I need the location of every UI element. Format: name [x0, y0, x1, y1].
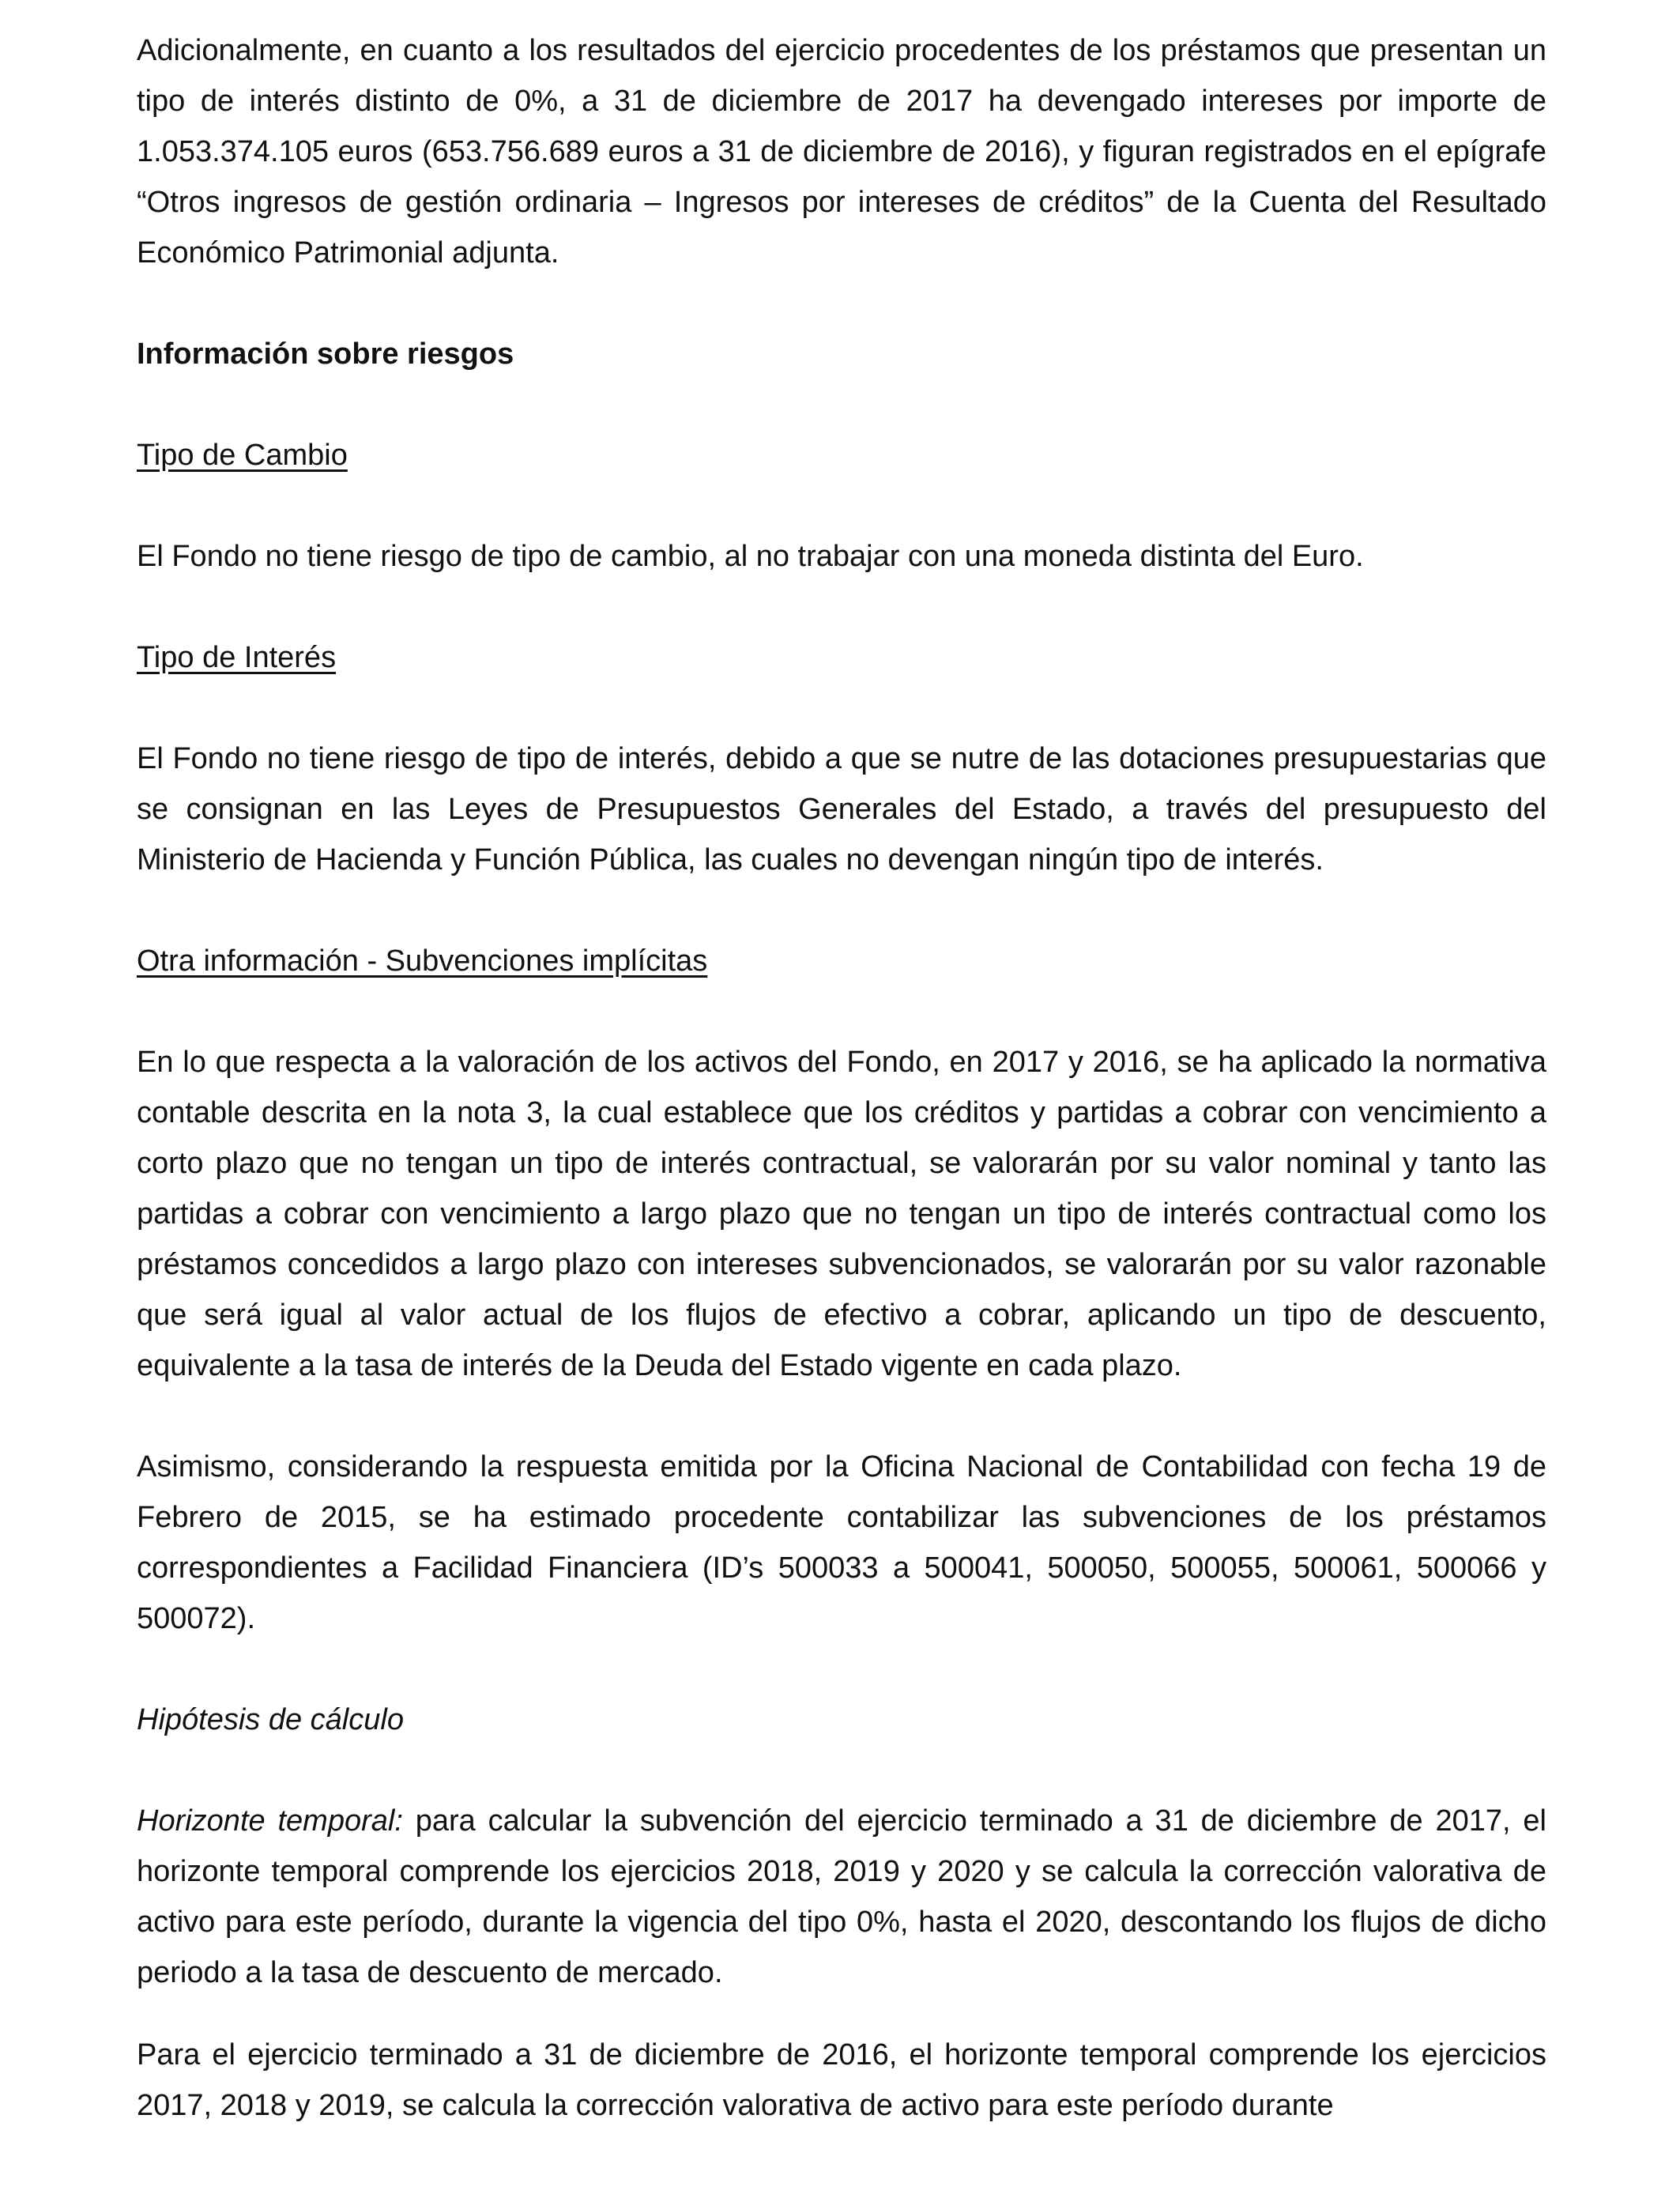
paragraph-ejercicio-2016: Para el ejercicio terminado a 31 de diciembre de 2016, el horizonte temporal comprende los ejercicios 2017, 2018 y 2019, se calcula la corrección valorativa de activo para este período durante	[137, 2038, 1546, 2122]
paragraph-tipo-cambio: El Fondo no tiene riesgo de tipo de cambio, al no trabajar con una moneda distinta del Euro.	[137, 540, 1364, 573]
subheading-otra-informacion-text: Otra información - Subvenciones implícitas	[137, 944, 708, 978]
subheading-tipo-cambio	[137, 430, 1546, 481]
subheading-tipo-cambio-text: Tipo de Cambio	[137, 439, 348, 472]
paragraph-horizonte	[137, 1796, 1546, 1998]
subheading-tipo-interes-text: Tipo de Interés	[137, 641, 337, 674]
subheading-tipo-interes	[137, 632, 1546, 683]
paragraph-tipo-interes: El Fondo no tiene riesgo de tipo de interés, debido a que se nutre de las dotaciones presupuestarias que se consignan en las Leyes de Presupuestos Generales del Estado, a través del presupuesto del Ministerio de Hacienda y Función Pública, las cuales no devengan ningún tipo de interés.	[137, 742, 1546, 876]
paragraph-intereses: Adicionalmente, en cuanto a los resultados del ejercicio procedentes de los préstamos que presentan un tipo de interés distinto de 0%, a 31 de diciembre de 2017 ha devengado intereses por importe de 1.053.374.105 euros (653.756.689 euros a 31 de diciembre de 2016), y figuran registrados en el epígrafe “Otros ingresos de gestión ordinaria – Ingresos por intereses de créditos” de la Cuenta del Resultado Económico Patrimonial adjunta.	[137, 34, 1546, 270]
heading-riesgos: Información sobre riesgos	[137, 337, 514, 371]
paragraph-asimismo: Asimismo, considerando la respuesta emitida por la Oficina Nacional de Contabilidad con fecha 19 de Febrero de 2015, se ha estimado procedente contabilizar las subvenciones de los préstamos correspondientes a Facilidad Financiera (ID’s 500033 a 500041, 500050, 500055, 500061, 500066 y 500072).	[137, 1450, 1546, 1635]
subheading-hipotesis: Hipótesis de cálculo	[137, 1703, 404, 1736]
subheading-otra-informacion	[137, 936, 1546, 986]
document-page	[137, 25, 1546, 2131]
horizonte-text: para calcular la subvención del ejercicio terminado a 31 de diciembre de 2017, el horizonte temporal comprende los ejercicios 2018, 2019 y 2020 y se calcula la corrección valorativa de activo para este período, durante la vigencia del tipo 0%, hasta el 2020, descontando los flujos de dicho periodo a la tasa de descuento de mercado.	[137, 1804, 1547, 1989]
paragraph-valoracion: En lo que respecta a la valoración de los activos del Fondo, en 2017 y 2016, se ha aplicado la normativa contable descrita en la nota 3, la cual establece que los créditos y partidas a cobrar con vencimiento a corto plazo que no tengan un tipo de interés contractual, se valorarán por su valor nominal y tanto las partidas a cobrar con vencimiento a largo plazo que no tengan un tipo de interés contractual como los préstamos concedidos a largo plazo con intereses subvencionados, se valorarán por su valor razonable que será igual al valor actual de los flujos de efectivo a cobrar, aplicando un tipo de descuento, equivalente a la tasa de interés de la Deuda del Estado vigente en cada plazo.	[137, 1046, 1546, 1382]
horizonte-label: Horizonte temporal:	[137, 1804, 403, 1838]
